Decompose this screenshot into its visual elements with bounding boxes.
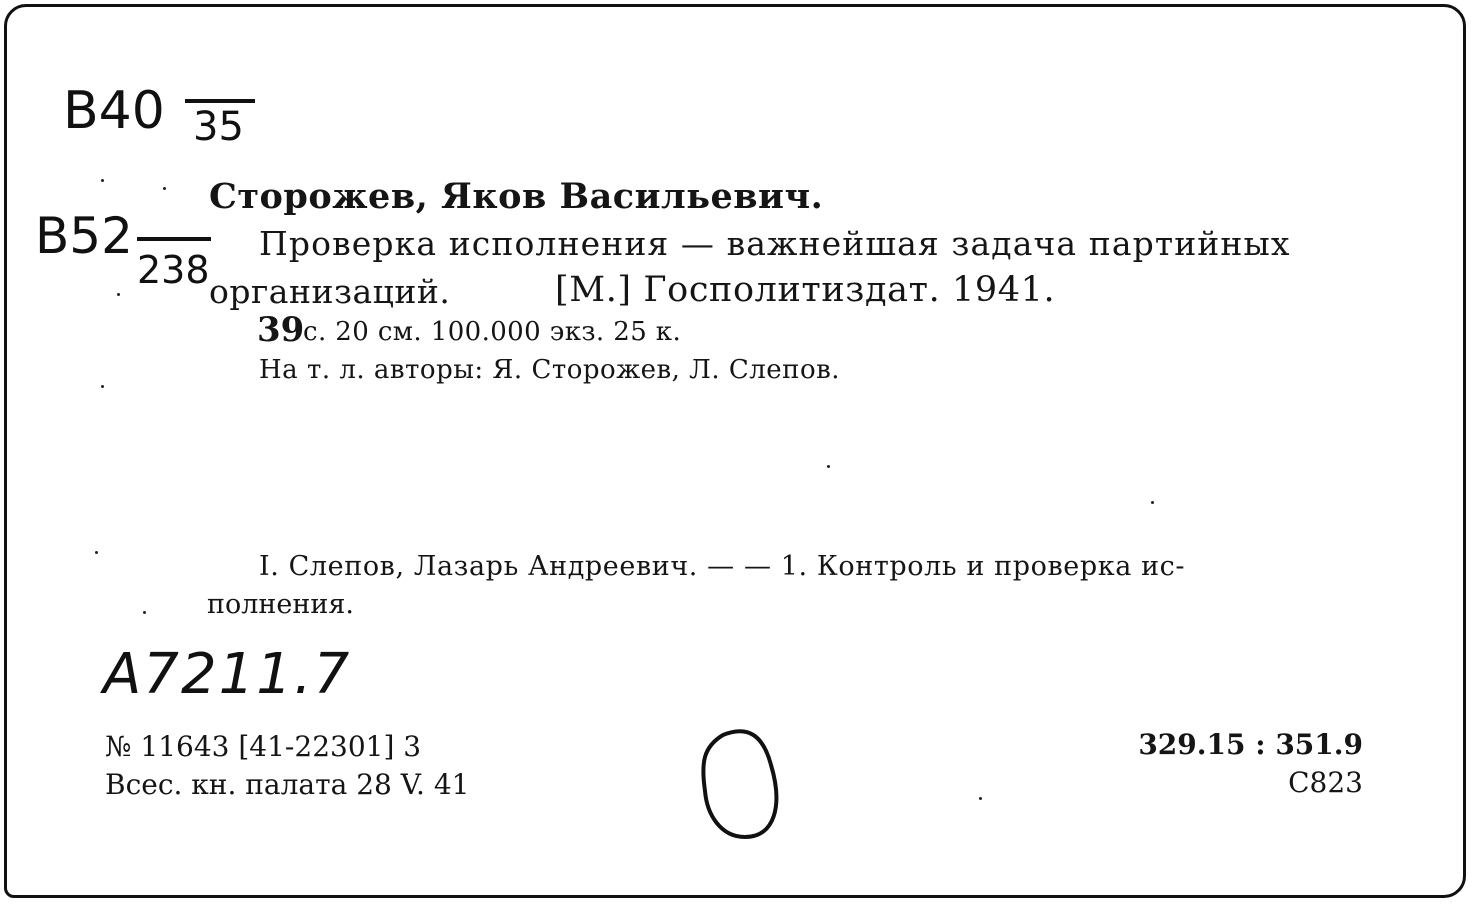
record-number: № 11643 [41-22301] 3 xyxy=(105,730,422,763)
shelf-mark-1-top: В40 xyxy=(63,81,165,141)
speck xyxy=(117,293,120,296)
physical-description: с. 20 см. 100.000 экз. 25 к. xyxy=(303,317,682,347)
page-count: 39 xyxy=(257,310,305,350)
title-line-2a: организаций. xyxy=(209,272,451,311)
shelf-mark-1-bottom: 35 xyxy=(193,104,244,150)
speck xyxy=(101,179,104,182)
speck xyxy=(95,551,98,554)
tracings-line-2: полнения. xyxy=(207,589,354,620)
card-hole-icon xyxy=(693,725,793,849)
speck xyxy=(101,385,104,388)
speck xyxy=(827,465,830,468)
speck xyxy=(979,797,982,800)
chamber-stamp: Всес. кн. палата 28 V. 41 xyxy=(105,768,470,801)
catalog-card xyxy=(4,4,1466,898)
speck xyxy=(1151,501,1154,504)
inventory-number: А7211.7 xyxy=(103,642,352,707)
tracings-line-1: I. Слепов, Лазарь Андреевич. — — 1. Контроль и проверка ис- xyxy=(259,551,1186,582)
title-line-2b: [М.] Госполитиздат. 1941. xyxy=(555,270,1056,310)
speck xyxy=(143,611,146,614)
title-line-1: Проверка исполнения — важнейшая задача партийных xyxy=(259,224,1291,263)
author-mark: С823 xyxy=(1288,766,1363,799)
classification-number: 329.15 : 351.9 xyxy=(1138,728,1363,761)
shelf-mark-2-rule xyxy=(137,237,211,241)
shelf-mark-2-bottom: 238 xyxy=(137,248,210,292)
author-heading: Сторожев, Яков Васильевич. xyxy=(209,176,824,217)
speck xyxy=(163,187,166,190)
note: На т. л. авторы: Я. Сторожев, Л. Слепов. xyxy=(259,355,841,385)
shelf-mark-1-rule xyxy=(185,99,255,103)
shelf-mark-2-top: В52 xyxy=(35,207,133,265)
